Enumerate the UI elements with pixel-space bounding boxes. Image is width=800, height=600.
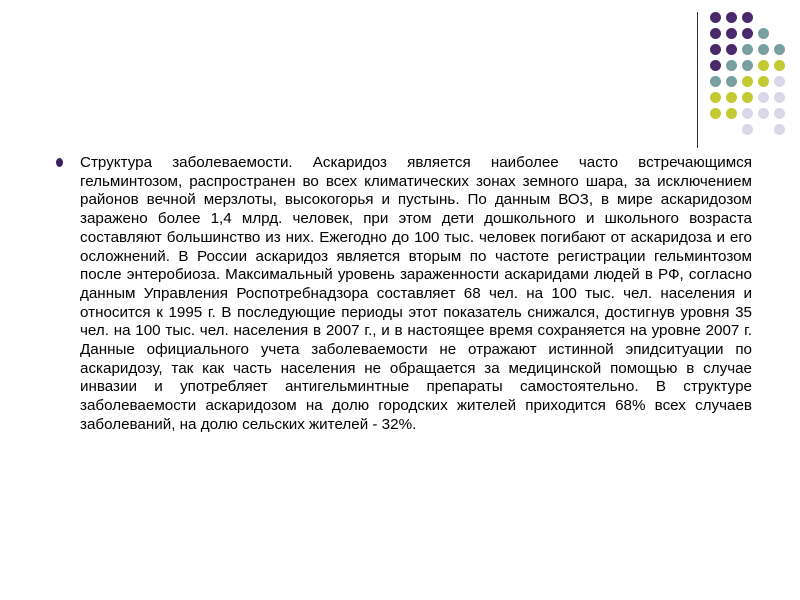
- decorative-dot: [726, 124, 737, 135]
- decorative-dot: [758, 44, 769, 55]
- decorative-dot: [726, 44, 737, 55]
- decorative-dot: [774, 108, 785, 119]
- decorative-dot: [726, 108, 737, 119]
- bullet-icon: [56, 158, 63, 167]
- decorative-dot: [710, 108, 721, 119]
- decorative-dot: [742, 44, 753, 55]
- decorative-dot: [774, 60, 785, 71]
- body-paragraph: Структура заболеваемости. Аскаридоз является наиболее часто встречающимся гельминтозом, распространен во всех климатических зонах земного шара, за исключением районов вечной мерзлоты, высокогорья и пустынь. По данным ВОЗ, в мире аскаридозом заражено более 1,4 млрд. человек, при этом дети дошкольного и школьного возраста составляют большинство из них. Ежегодно до 100 тыс. человек погибают от аскаридоза и его осложнений. В России аскаридоз является вторым по частоте регистрации гельминтозом после энтеробиоза. Максимальный уровень зараженности аскаридами людей в РФ, согласно данным Управления Роспотребнадзора составляет 68 чел. на 100 тыс. чел. населения и относится к 1995 г. В последующие периоды этот показатель снижался, достигнув уровня 35 чел. на 100 тыс. чел. населения в 2007 г., и в настоящее время сохраняется на уровне 2007 г. Данные официального учета заболеваемости не отражают истинной эпидситуации по аскаридозу, так как часть населения не обращается за медицинской помощью в случае инвазии и употребляет антигельминтные препараты самостоятельно. В структуре заболеваемости аскаридозом на долю городских жителей приходится 68% всех случаев заболеваний, на долю сельских жителей - 32%.: [80, 154, 752, 433]
- decorative-dot: [774, 44, 785, 55]
- decorative-dot: [742, 76, 753, 87]
- decorative-vertical-line: [697, 12, 698, 148]
- decorative-dot: [774, 124, 785, 135]
- decorative-dot: [710, 28, 721, 39]
- decorative-dot: [726, 76, 737, 87]
- decorative-dot: [774, 28, 785, 39]
- decorative-dot-grid: [710, 12, 786, 136]
- decorative-dot: [726, 28, 737, 39]
- decorative-dot: [742, 28, 753, 39]
- decorative-dot: [710, 60, 721, 71]
- decorative-dot: [758, 12, 769, 23]
- decorative-dot: [710, 76, 721, 87]
- decorative-dot: [758, 124, 769, 135]
- decorative-dot: [742, 60, 753, 71]
- decorative-dot: [742, 92, 753, 103]
- decorative-dot: [742, 124, 753, 135]
- decorative-dot: [758, 28, 769, 39]
- decorative-dot: [726, 92, 737, 103]
- decorative-dot: [758, 76, 769, 87]
- decorative-dot: [758, 108, 769, 119]
- decorative-dot: [710, 12, 721, 23]
- decorative-dot: [710, 44, 721, 55]
- decorative-dot: [758, 92, 769, 103]
- decorative-dot: [774, 76, 785, 87]
- decorative-dot: [726, 60, 737, 71]
- decorative-dot: [758, 60, 769, 71]
- decorative-dot: [742, 12, 753, 23]
- decorative-dot: [710, 124, 721, 135]
- decorative-dot: [742, 108, 753, 119]
- decorative-dot: [774, 12, 785, 23]
- decorative-dot: [726, 12, 737, 23]
- decorative-dot: [710, 92, 721, 103]
- decorative-dot: [774, 92, 785, 103]
